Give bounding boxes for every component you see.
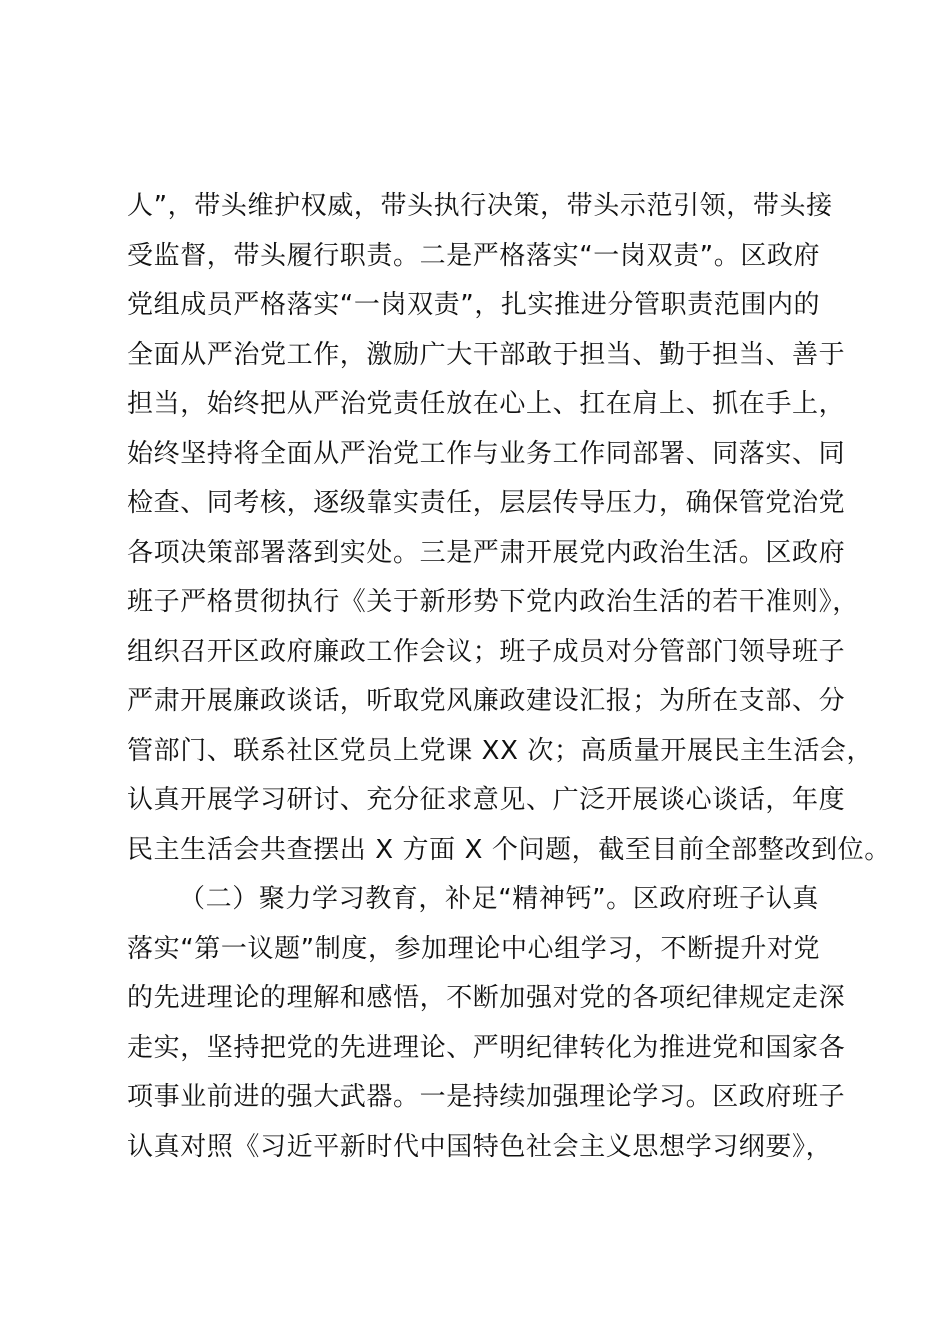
text-line: 人”，带头维护权威，带头执行决策，带头示范引领，带头接 (127, 191, 833, 221)
text-line: 全面从严治党工作，激励广大干部敢于担当、勤于担当、善于 (127, 339, 846, 370)
text-line: 认真开展学习研讨、充分征求意见、广泛开展谈心谈话，年度 (127, 785, 846, 815)
text-line: 始终坚持将全面从严治党工作与业务工作同部署、同落实、同 (127, 438, 846, 469)
text-line: 的先进理论的理解和感悟，不断加强对党的各项纪律规定走深 (127, 983, 846, 1013)
text-line: 组织召开区政府廉政工作会议；班子成员对分管部门领导班子 (127, 636, 846, 667)
text-line: 认真对照《习近平新时代中国特色社会主义思想学习纲要》， (127, 1131, 833, 1162)
body-text (127, 182, 891, 1172)
text-line: 走实，坚持把党的先进理论、严明纪律转化为推进党和国家各 (127, 1032, 846, 1063)
text-line: 党组成员严格落实“一岗双责”，扎实推进分管职责范围内的 (127, 290, 821, 320)
text-line: 落实“第一议题”制度，参加理论中心组学习，不断提升对党 (127, 933, 821, 964)
text-line: 民主生活会共查摆出 X 方面 X 个问题，截至目前全部整改到位。 (127, 834, 891, 865)
text-line: 项事业前进的强大武器。一是持续加强理论学习。区政府班子 (127, 1082, 846, 1112)
text-line: 班子严格贯彻执行《关于新形势下党内政治生活的若干准则》， (127, 587, 859, 617)
text-line: 受监督，带头履行职责。二是严格落实“一岗双责”。区政府 (127, 240, 821, 271)
text-line: 各项决策部署落到实处。三是严肃开展党内政治生活。区政府 (127, 537, 846, 568)
text-line: 担当，始终把从严治党责任放在心上、扛在肩上、抓在手上， (127, 389, 846, 419)
text-line: 管部门、联系社区党员上党课 XX 次；高质量开展民主生活会， (127, 735, 874, 766)
text-line: 检查、同考核，逐级靠实责任，层层传导压力，确保管党治党 (127, 488, 846, 518)
text-line: 严肃开展廉政谈话，听取党风廉政建设汇报；为所在支部、分 (127, 686, 846, 716)
section-heading-line: （二）聚力学习教育，补足“精神钙”。区政府班子认真 (179, 884, 819, 914)
